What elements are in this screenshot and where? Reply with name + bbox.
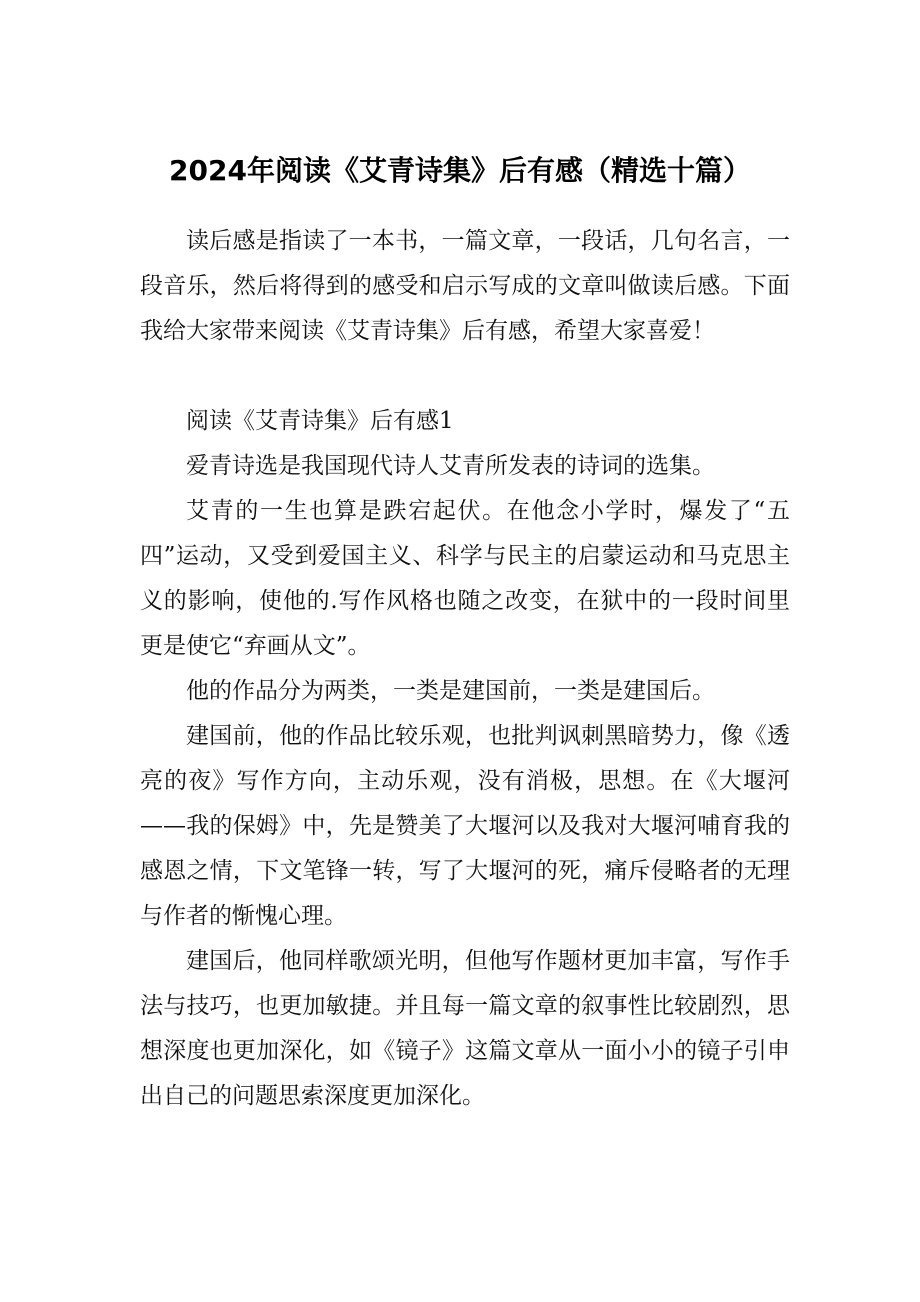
intro-paragraph: 读后感是指读了一本书，一篇文章，一段话，几句名言，一段音乐，然后将得到的感受和启示写成的文章叫做读后感。下面我给大家带来阅读《艾青诗集》后有感，希望大家喜爱！ xyxy=(140,228,790,344)
body-paragraph: 他的作品分为两类，一类是建国前，一类是建国后。 xyxy=(186,678,715,704)
body-paragraph: 建国后，他同样歌颂光明，但他写作题材更加丰富，写作手法与技巧，也更加敏捷。并且每一篇文章的叙事性比较剧烈，思想深度也更加深化，如《镜子》这篇文章从一面小小的镜子引申出自己的问题思索深度更加深化。 xyxy=(140,948,790,1109)
body-paragraph: 爱青诗选是我国现代诗人艾青所发表的诗词的选集。 xyxy=(186,453,715,479)
document-body xyxy=(140,219,790,1119)
document-title: 2024年阅读《艾青诗集》后有感（精选十篇） xyxy=(169,154,751,187)
section-heading: 阅读《艾青诗集》后有感1 xyxy=(186,408,454,434)
body-paragraph: 建国前，他的作品比较乐观，也批判讽刺黑暗势力，像《透亮的夜》写作方向，主动乐观，没有消极，思想。在《大堰河——我的保姆》中，先是赞美了大堰河以及我对大堰河哺育我的感恩之情，下文笔锋一转，写了大堰河的死，痛斥侵略者的无理与作者的惭愧心理。 xyxy=(140,723,790,929)
body-paragraph: 艾青的一生也算是跌宕起伏。在他念小学时，爆发了“五四”运动，又受到爱国主义、科学与民主的启蒙运动和马克思主义的影响，使他的.写作风格也随之改变，在狱中的一段时间里更是使它“弃画从文”。 xyxy=(140,498,790,659)
